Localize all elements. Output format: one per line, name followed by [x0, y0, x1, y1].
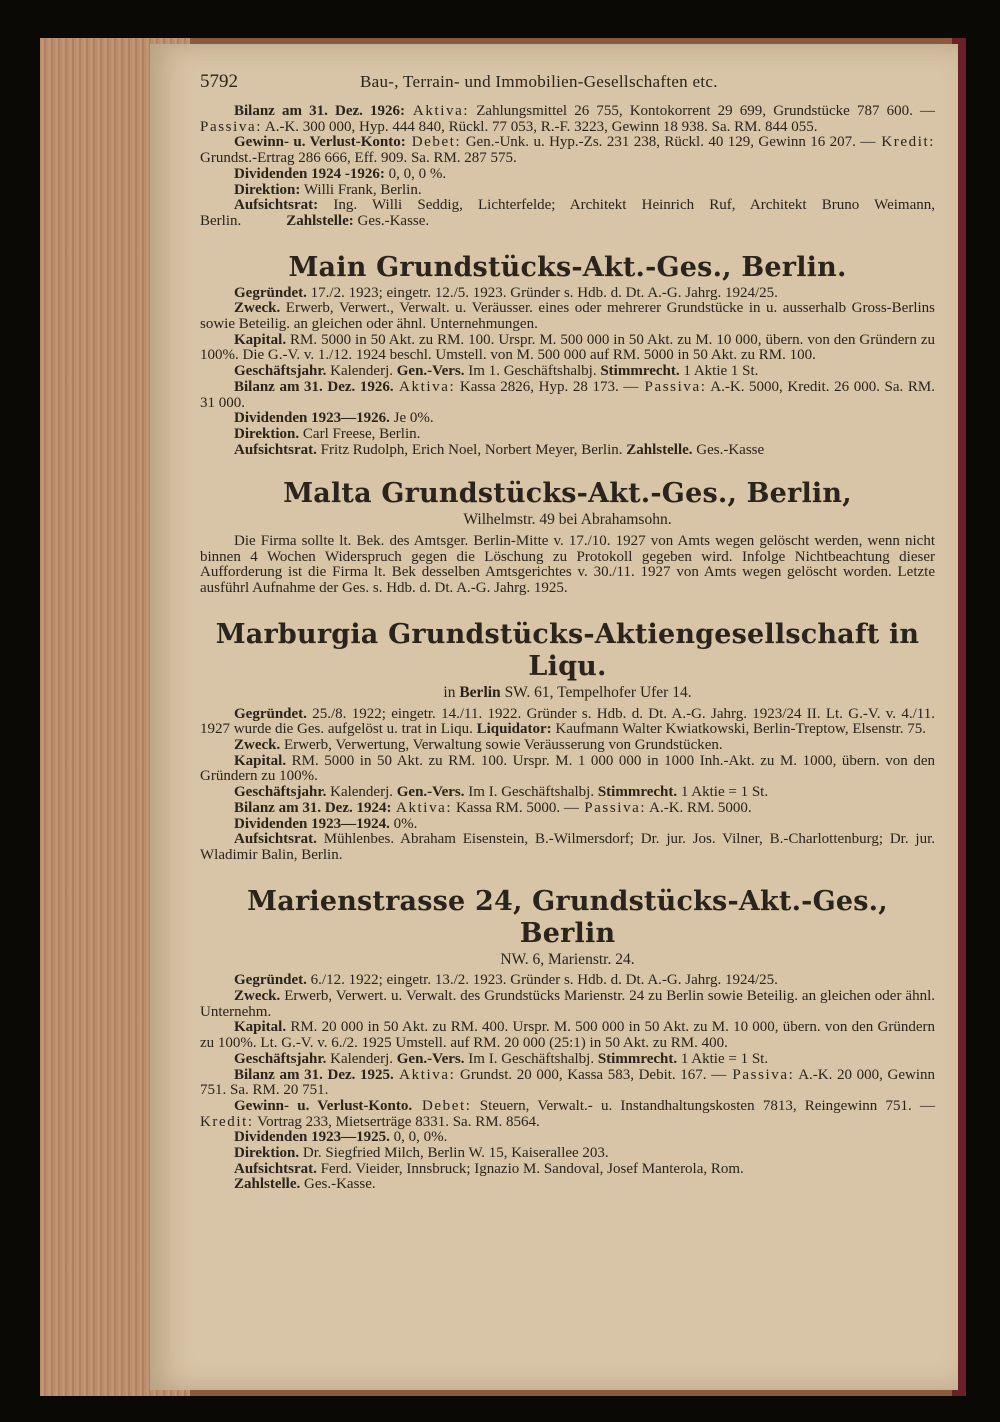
geschaeftsjahr-entry: [200, 785, 935, 801]
field-label: Gen.-Vers.: [396, 784, 465, 801]
field-text: Dr. Siegfried Milch, Berlin W. 15, Kaiserallee 203.: [299, 1145, 609, 1162]
company-heading: Main Grundstücks-Akt.-Ges., Berlin.: [288, 251, 847, 283]
field-text: 6./12. 1922; eingetr. 13./2. 1923. Gründer s. Hdb. d. Dt. A.-G. Jahrg. 1924/25.: [306, 972, 778, 989]
field-text: Gen.-Unk. u. Hyp.-Zs. 231 238, Rückl. 40 129, Gewinn 16 207. —: [461, 134, 876, 151]
entry-marburgia: [200, 619, 935, 864]
book-page: [150, 44, 958, 1390]
field-label: Passiva:: [638, 378, 707, 395]
notice-text: Die Firma sollte lt. Bek. des Amtsger. Berlin-Mitte v. 17./10. 1927 von Amts wegen gelöscht werden, wenn nicht binnen 4 Wochen Widerspruch gegen die Löschung zu Protokoll gegeben wird. Infolge Nichtbeachtung dieser Aufforderung ist die Firma lt. Bek desselben Amtsgerichtes v. 30./11. 1927 von Amts wegen gelöscht worden. Letzte ausführl Aufnahme der Ges. s. Hdb. d. Dt. A.-G. Jahrg. 1925.: [200, 533, 935, 597]
field-text: Im I. Geschäftshalbj.: [464, 784, 598, 801]
field-text: Kalenderj.: [326, 784, 397, 801]
field-label: Aktiva:: [393, 378, 456, 395]
geschaeftsjahr-entry: [200, 364, 935, 380]
field-label: Geschäftsjahr.: [234, 1050, 327, 1067]
field-label: Gen.-Vers.: [396, 1050, 465, 1067]
entry-previous-company: [200, 104, 935, 230]
entry-main: [200, 252, 935, 459]
field-text: Fritz Rudolph, Erich Noel, Norbert Meyer, Berlin.: [316, 441, 627, 458]
field-label: Aktiva:: [393, 1066, 456, 1083]
field-text: RM. 20 000 in 50 Akt. zu RM. 400. Urspr. M. 500 000 in 50 Akt. zu M. 10 000, übern. von den Gründern zu 100%. Lt. G.-V. v. 6./2. 1925 Umstell. auf RM. 20 000 (25:1) in 50 Akt. zu RM. 400.: [200, 1019, 935, 1052]
field-label: Bilanz am 31. Dez. 1924:: [234, 799, 392, 816]
field-text: 25./8. 1922; eingetr. 14./11. 1922. Gründer s. Hdb. d. Dt. A.-G. Jahrg. 1923/24 II. Lt. G.-V. v. 4./11. 1927 wurde die Ges. aufgelöst u. trat in Liqu.: [200, 705, 935, 738]
aufsichtsrat-entry: [200, 832, 935, 863]
field-text: Kaufmann Walter Kwiatkowski, Berlin-Treptow, Elsenstr. 75.: [551, 721, 927, 738]
field-text: Ges.-Kasse.: [353, 212, 430, 229]
field-label: Zahlstelle:: [286, 212, 354, 229]
field-text: Ing. Willi Seddig, Lichterfelde; Architekt Heinrich Ruf, Architekt Bruno Weimann, Berlin.: [200, 197, 935, 229]
geschaeftsjahr-entry: [200, 1052, 935, 1068]
field-label: Stimmrecht.: [597, 784, 678, 801]
text-block: [200, 71, 936, 1193]
field-label: Kapital.: [234, 331, 287, 348]
field-label: Kapital.: [234, 1019, 287, 1036]
field-text: 1 Aktie = 1 St.: [677, 1050, 769, 1067]
address-street: SW. 61, Tempelhofer Ufer 14.: [500, 683, 692, 701]
field-text: RM. 5000 in 50 Akt. zu RM. 100. Urspr. M. 500 000 in 50 Akt. zu M. 10 000, übern. von den Gründern zu 100%. Die G.-V. v. 1./12. 1924 beschl. Umstell. von M. 500 000 auf RM. 5000 in 50 Akt. zu RM. 100.: [200, 331, 935, 364]
gegruendet-entry: [200, 286, 935, 302]
profit-loss-entry: [200, 1099, 935, 1130]
address-city: Berlin: [459, 683, 501, 701]
field-label: Aktiva:: [391, 799, 453, 816]
field-text: Vortrag 233, Mietserträge 8331. Sa. RM. 8564.: [253, 1113, 540, 1130]
field-label: Zweck.: [234, 300, 281, 317]
field-text: Willi Frank, Berlin.: [300, 181, 422, 198]
gegruendet-entry: [200, 707, 935, 738]
dividenden-entry: [200, 1130, 935, 1146]
field-text: 0%.: [389, 815, 418, 832]
aufsichtsrat-entry: [200, 443, 935, 459]
field-text: Steuern, Verwalt.- u. Instandhaltungskosten 7813, Reingewinn 751. —: [471, 1097, 935, 1114]
field-label: Debet:: [412, 1097, 472, 1114]
field-label: Gegründet.: [234, 705, 307, 722]
field-text: 17./2. 1923; eingetr. 12./5. 1923. Gründer s. Hdb. d. Dt. A.-G. Jahrg. 1924/25.: [306, 284, 778, 301]
bilanz-entry: [200, 801, 935, 817]
field-text: A.-K. 5000, Kredit. 26 000. Sa. RM. 31 000.: [200, 378, 936, 411]
field-label: Direktion.: [234, 425, 300, 442]
field-label: Aufsichtsrat:: [234, 197, 319, 214]
field-text: 1 Aktie = 1 St.: [677, 784, 769, 801]
field-text: Erwerb, Verwert. u. Verwalt. des Grundstücks Marienstr. 24 zu Berlin sowie Beteilig. an gleichen oder ähnl. Unternehm.: [200, 988, 935, 1020]
zweck-entry: [200, 738, 935, 754]
gegruendet-entry: [200, 973, 935, 989]
page-number: 5792: [200, 71, 238, 92]
field-text: Grundst. 20 000, Kassa 583, Debit. 167. —: [455, 1066, 727, 1083]
zweck-entry: [200, 989, 935, 1020]
kapital-entry: [200, 333, 935, 364]
field-text: Je 0%.: [389, 410, 434, 427]
company-heading: Marienstrasse 24, Grundstücks-Akt.-Ges., Berlin: [247, 885, 888, 949]
direktion-entry: [200, 1146, 935, 1162]
bilanz-entry: [200, 380, 935, 411]
field-label: Passiva:: [578, 799, 647, 816]
field-label: Kapital.: [234, 752, 287, 769]
direktion-entry: [200, 427, 935, 443]
company-heading: Marburgia Grundstücks-Aktiengesellschaft in Liqu.: [215, 618, 920, 682]
field-text: Kassa 2826, Hyp. 28 173. —: [455, 378, 639, 395]
kapital-entry: [200, 754, 935, 785]
field-text: RM. 5000 in 50 Akt. zu RM. 100. Urspr. M. 1 000 000 in 1000 Inh.-Akt. zu M. 1000, übern. von den Gründern zu 100%.: [200, 752, 935, 785]
profit-loss-entry: [200, 135, 935, 166]
company-heading: Malta Grundstücks-Akt.-Ges., Berlin,: [283, 478, 852, 510]
dividenden-entry: [200, 817, 935, 833]
aufsichtsrat-entry: [200, 1162, 935, 1178]
field-label: Aktiva:: [405, 103, 470, 119]
field-label: Direktion:: [234, 181, 301, 198]
company-address: [200, 685, 935, 701]
field-label: Aufsichtsrat.: [234, 441, 317, 458]
field-text: 0, 0, 0 %.: [384, 165, 447, 182]
bilanz-entry: [200, 1068, 935, 1099]
field-text: Kalenderj.: [326, 1050, 397, 1067]
field-text: Kalenderj.: [326, 363, 397, 380]
field-text: Ges.-Kasse: [692, 441, 765, 458]
running-title: Bau-, Terrain- und Immobilien-Gesellschaften etc.: [360, 72, 718, 91]
field-label: Zweck.: [234, 988, 281, 1005]
field-label: Passiva:: [200, 118, 262, 135]
field-text: Mühlenbes. Abraham Eisenstein, B.-Wilmersdorf; Dr. jur. Jos. Vilner, B.-Charlottenburg; Dr. jur. Wladimir Balin, Berlin.: [200, 831, 935, 863]
zweck-entry: [200, 301, 935, 332]
field-text: Grundst.-Ertrag 286 666, Eff. 909. Sa. RM. 287 575.: [200, 150, 517, 167]
field-label: Direktion.: [234, 1145, 300, 1162]
field-text: Kassa RM. 5000. —: [452, 799, 579, 816]
field-label: Zahlstelle.: [626, 441, 693, 458]
field-label: Kredit:: [200, 1113, 254, 1130]
field-text: Erwerb, Verwert., Verwalt. u. Veräusser. eines oder mehrerer Grundstücke in u. ausserhalb Gross-Berlins sowie Beteilig. an gleichen oder ähnl. Unternehmungen.: [200, 300, 935, 333]
company-address: NW. 6, Marienstr. 24.: [500, 950, 635, 968]
field-label: Gegründet.: [234, 972, 307, 989]
entry-marienstrasse: [200, 886, 935, 1194]
field-label: Gewinn- u. Verlust-Konto.: [234, 1097, 413, 1114]
field-text: Zahlungsmittel 26 755, Kontokorrent 29 699, Grundstücke 787 600. —: [469, 103, 935, 119]
field-label: Zweck.: [234, 736, 281, 753]
field-text: Ferd. Vieider, Innsbruck; Ignazio M. Sandoval, Josef Manterola, Rom.: [316, 1160, 744, 1177]
field-text: Im 1. Geschäftshalbj.: [464, 363, 601, 380]
field-label: Kredit:: [875, 134, 936, 151]
aufsichtsrat-entry: [200, 198, 935, 229]
field-label: Liquidator:: [476, 721, 552, 738]
field-text: A.-K. RM. 5000.: [646, 799, 752, 816]
balance-entry: [200, 104, 935, 135]
company-address: Wilhelmstr. 49 bei Abrahamsohn.: [463, 511, 672, 529]
field-text: Carl Freese, Berlin.: [299, 425, 421, 442]
field-text: Ges.-Kasse.: [300, 1176, 376, 1193]
field-text: A.-K. 20 000, Gewinn 751. Sa. RM. 20 751.: [200, 1066, 936, 1099]
dividenden-entry: [200, 411, 935, 427]
field-label: Dividenden 1924 -1926:: [234, 165, 385, 182]
field-text: 0, 0, 0%.: [389, 1129, 448, 1146]
field-label: Passiva:: [726, 1066, 795, 1083]
address-prefix: in: [443, 683, 460, 701]
field-label: Zahlstelle.: [234, 1176, 301, 1193]
field-text: A.-K. 300 000, Hyp. 444 840, Rückl. 77 053, R.-F. 3223, Gewinn 18 938. Sa. RM. 844 055.: [261, 118, 818, 135]
field-text: Im I. Geschäftshalbj.: [464, 1050, 598, 1067]
field-label: Aufsichtsrat.: [234, 831, 317, 848]
field-text: Erwerb, Verwertung, Verwaltung sowie Veräusserung von Grundstücken.: [280, 736, 723, 753]
field-label: Geschäftsjahr.: [234, 363, 327, 380]
field-label: Dividenden 1923—1926.: [234, 410, 390, 427]
field-label: Stimmrecht.: [597, 1050, 678, 1067]
field-label: Gegründet.: [234, 284, 307, 301]
field-label: Stimmrecht.: [600, 363, 680, 380]
field-label: Bilanz am 31. Dez. 1925.: [234, 1066, 394, 1083]
entry-malta: [200, 478, 935, 597]
field-label: Dividenden 1923—1924.: [234, 815, 390, 832]
dividends-entry: [200, 167, 935, 183]
field-label: Gewinn- u. Verlust-Konto:: [234, 134, 406, 151]
field-label: Debet:: [405, 134, 462, 151]
field-label: Bilanz am 31. Dez. 1926:: [234, 103, 406, 119]
running-header: [200, 71, 935, 104]
field-text: 1 Aktie 1 St.: [679, 363, 759, 380]
field-label: Gen.-Vers.: [396, 363, 465, 380]
field-label: Geschäftsjahr.: [234, 784, 327, 801]
direktion-entry: [200, 183, 935, 199]
field-label: Aufsichtsrat.: [234, 1160, 317, 1177]
field-label: Dividenden 1923—1925.: [234, 1129, 390, 1146]
zahlstelle-entry: [200, 1177, 935, 1193]
field-label: Bilanz am 31. Dez. 1926.: [234, 378, 394, 395]
kapital-entry: [200, 1020, 935, 1051]
